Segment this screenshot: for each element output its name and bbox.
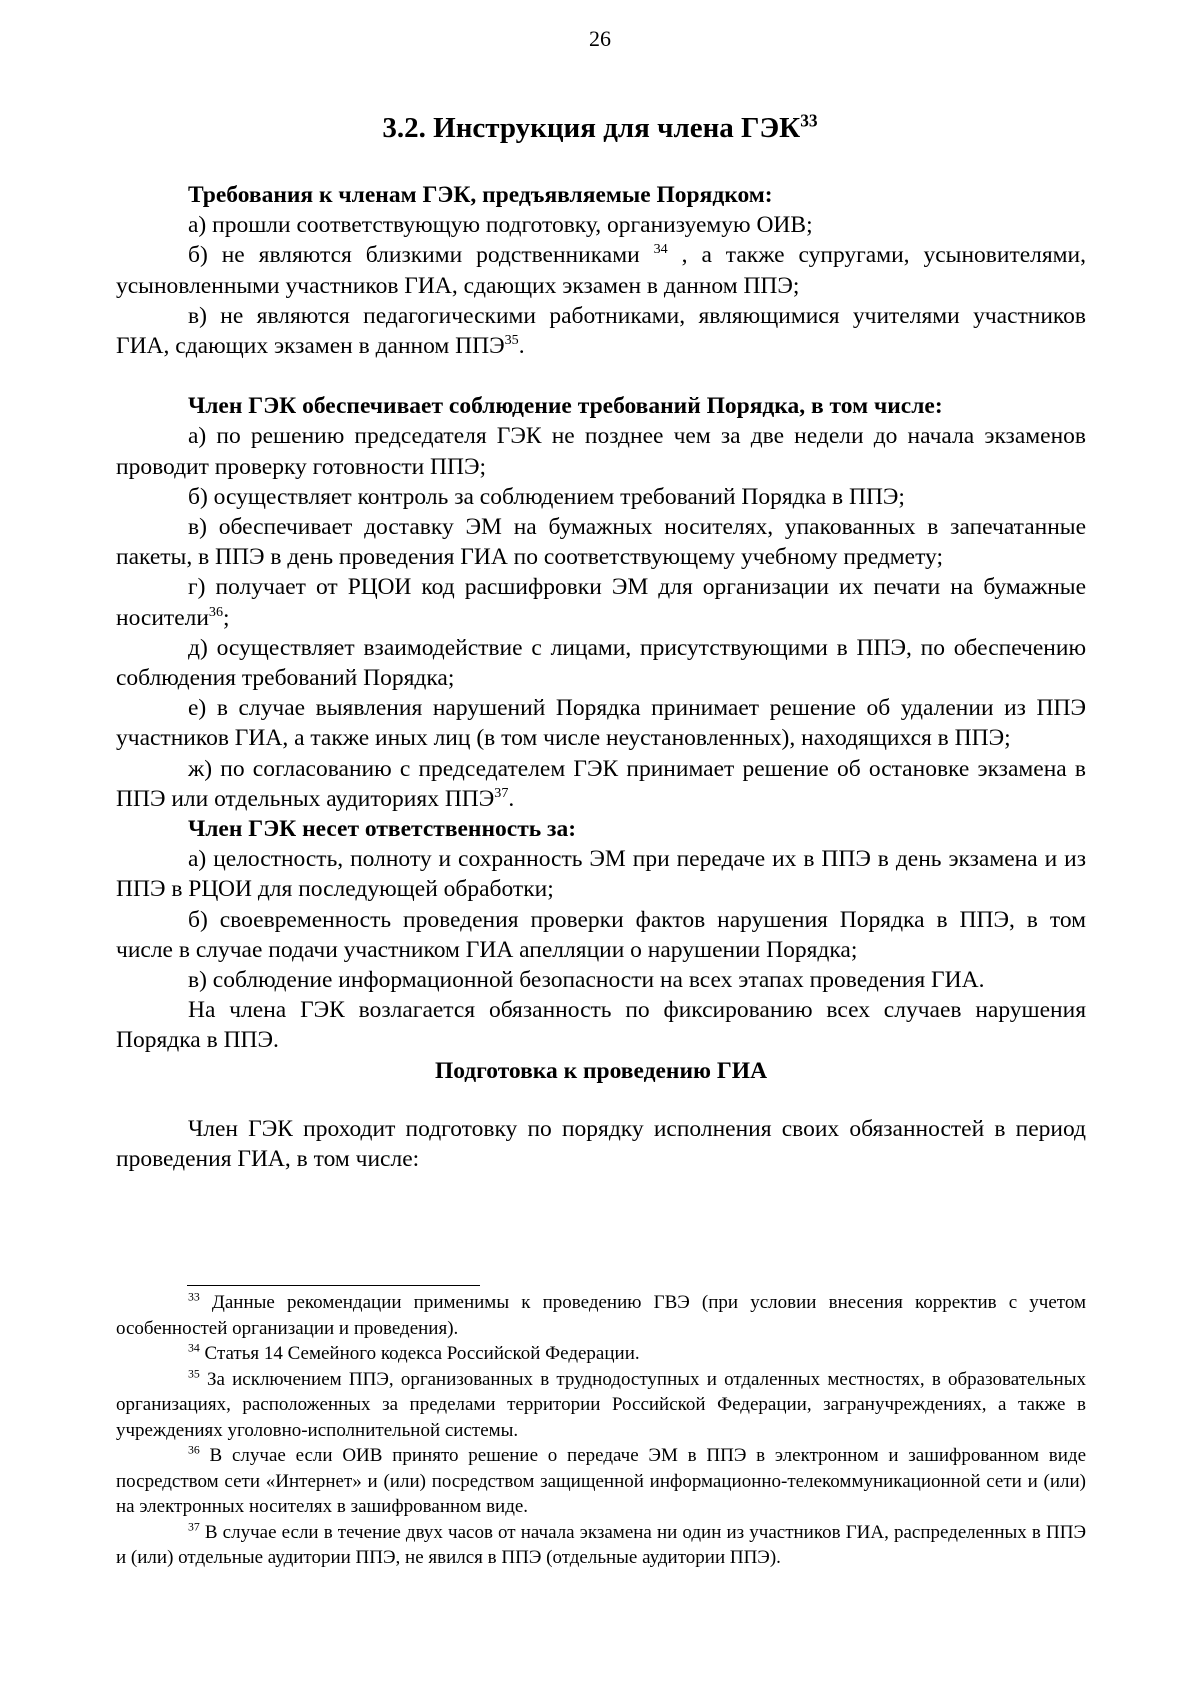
footnote-num: 35 (188, 1367, 200, 1381)
page-number: 26 (589, 26, 611, 51)
ensures-g (116, 754, 1086, 814)
ensures-g-text: ж) по согласованию с председателем ГЭК принимает решение об остановке экзамена в ППЭ или отдельных аудиториях ППЭ (116, 755, 1086, 812)
responsibility-c: в) соблюдение информационной безопасности на всех этапах проведения ГИА. (188, 967, 985, 994)
footnote-ref-34[interactable]: 34 (653, 241, 668, 258)
footnote-33 (116, 1290, 1086, 1341)
responsibility-b: б) своевременность проведения проверки фактов нарушения Порядка в ППЭ, в том числе в случае подачи участником ГИА апелляции о нарушении Порядка; (116, 906, 1086, 963)
ensures-g-text-end: . (508, 785, 515, 812)
ensures-f: е) в случае выявления нарушений Порядка принимает решение об удалении из ППЭ участников ГИА, а также иных лиц (в том числе неустановленных), находящихся в ППЭ; (116, 695, 1086, 752)
footnote-text: В случае если в течение двух часов от начала экзамена ни один из участников ГИА, распределенных в ППЭ и (или) отдельные аудитории ППЭ, не явился в ППЭ (отдельные аудитории ППЭ). (116, 1521, 1086, 1568)
footnote-34 (116, 1341, 1086, 1367)
footnote-text: В случае если ОИВ принято решение о передаче ЭМ в ППЭ в электронном и зашифрованном виде посредством сети «Интернет» и (или) посредством защищенной информационно-телекоммуникационной сети и (или) на электронных носителях в зашифрованном виде. (116, 1445, 1086, 1517)
footnote-35 (116, 1367, 1086, 1444)
section-title-text: 3.2. Инструкция для члена ГЭК (382, 112, 801, 144)
footnotes (116, 1290, 1086, 1571)
main-content (116, 180, 1086, 1174)
responsibility-a: а) целостность, полноту и сохранность ЭМ при передаче их в ППЭ в день экзамена и из ППЭ в РЦОИ для последующей обработки; (116, 846, 1086, 903)
section-title (0, 112, 1200, 145)
ensures-a: а) по решению председателя ГЭК не позднее чем за две недели до начала экзаменов проводит проверку готовности ППЭ; (116, 423, 1086, 480)
responsibility-duty: На члена ГЭК возлагается обязанность по фиксированию всех случаев нарушения Порядка в ППЭ. (116, 997, 1086, 1054)
ensures-heading: Член ГЭК обеспечивает соблюдение требований Порядка, в том числе: (188, 393, 943, 420)
footnote-ref-36[interactable]: 36 (208, 603, 224, 620)
footnote-num: 36 (188, 1443, 200, 1457)
requirement-b-text: б) не являются близкими родственниками (188, 242, 654, 269)
footnote-num: 37 (188, 1520, 200, 1534)
footnote-text: Данные рекомендации применимы к проведению ГВЭ (при условии внесения корректив с учетом особенностей организации и проведения). (116, 1292, 1086, 1339)
footnote-ref-37[interactable]: 37 (494, 785, 509, 802)
ensures-d (116, 572, 1086, 632)
responsibility-heading: Член ГЭК несет ответственность за: (188, 816, 577, 843)
preparation-text: Член ГЭК проходит подготовку по порядку исполнения своих обязанностей в период проведения ГИА, в том числе: (116, 1115, 1086, 1173)
ensures-b: б) осуществляет контроль за соблюдением требований Порядка в ППЭ; (188, 483, 905, 510)
footnote-text: За исключением ППЭ, организованных в труднодоступных и отдаленных местностях, в образовательных организациях, расположенных за пределами территории Российской Федерации, загранучреждениях, а также в учреждениях уголовно-исполнительной системы. (116, 1368, 1086, 1441)
ensures-e: д) осуществляет взаимодействие с лицами, присутствующими в ППЭ, по обеспечению соблюдения требований Порядка; (116, 634, 1086, 692)
footnote-num: 33 (188, 1290, 200, 1304)
requirement-c-text: в) не являются педагогическими работниками, являющимися учителями участников ГИА, сдающих экзамен в данном ППЭ (116, 302, 1086, 360)
footnote-separator (187, 1285, 480, 1286)
requirement-a: а) прошли соответствующую подготовку, организуемую ОИВ; (188, 212, 813, 239)
footnote-37 (116, 1520, 1086, 1571)
requirement-c-text-end: . (518, 333, 525, 360)
footnote-num: 34 (188, 1341, 200, 1355)
requirement-b (116, 240, 1086, 300)
ensures-c: в) обеспечивает доставку ЭМ на бумажных носителях, упакованных в запечатанные пакеты, в ППЭ в день проведения ГИА по соответствующему учебному предмету; (116, 514, 1086, 571)
footnote-text: Статья 14 Семейного кодекса Российской Федерации. (199, 1343, 640, 1364)
ensures-d-text-end: ; (223, 604, 230, 631)
requirement-c (116, 301, 1086, 361)
footnote-ref-33[interactable]: 33 (800, 110, 818, 131)
footnote-ref-35[interactable]: 35 (504, 332, 519, 349)
ensures-d-text: г) получает от РЦОИ код расшифровки ЭМ для организации их печати на бумажные носители (116, 574, 1086, 631)
footnote-36 (116, 1443, 1086, 1520)
preparation-heading: Подготовка к проведению ГИА (434, 1057, 768, 1084)
requirements-heading: Требования к членам ГЭК, предъявляемые Порядком: (188, 182, 773, 208)
requirement-b-text-end: , а также супругами, усыновителями, усыновленными участников ГИА, сдающих экзамен в данном ППЭ; (116, 242, 1086, 299)
